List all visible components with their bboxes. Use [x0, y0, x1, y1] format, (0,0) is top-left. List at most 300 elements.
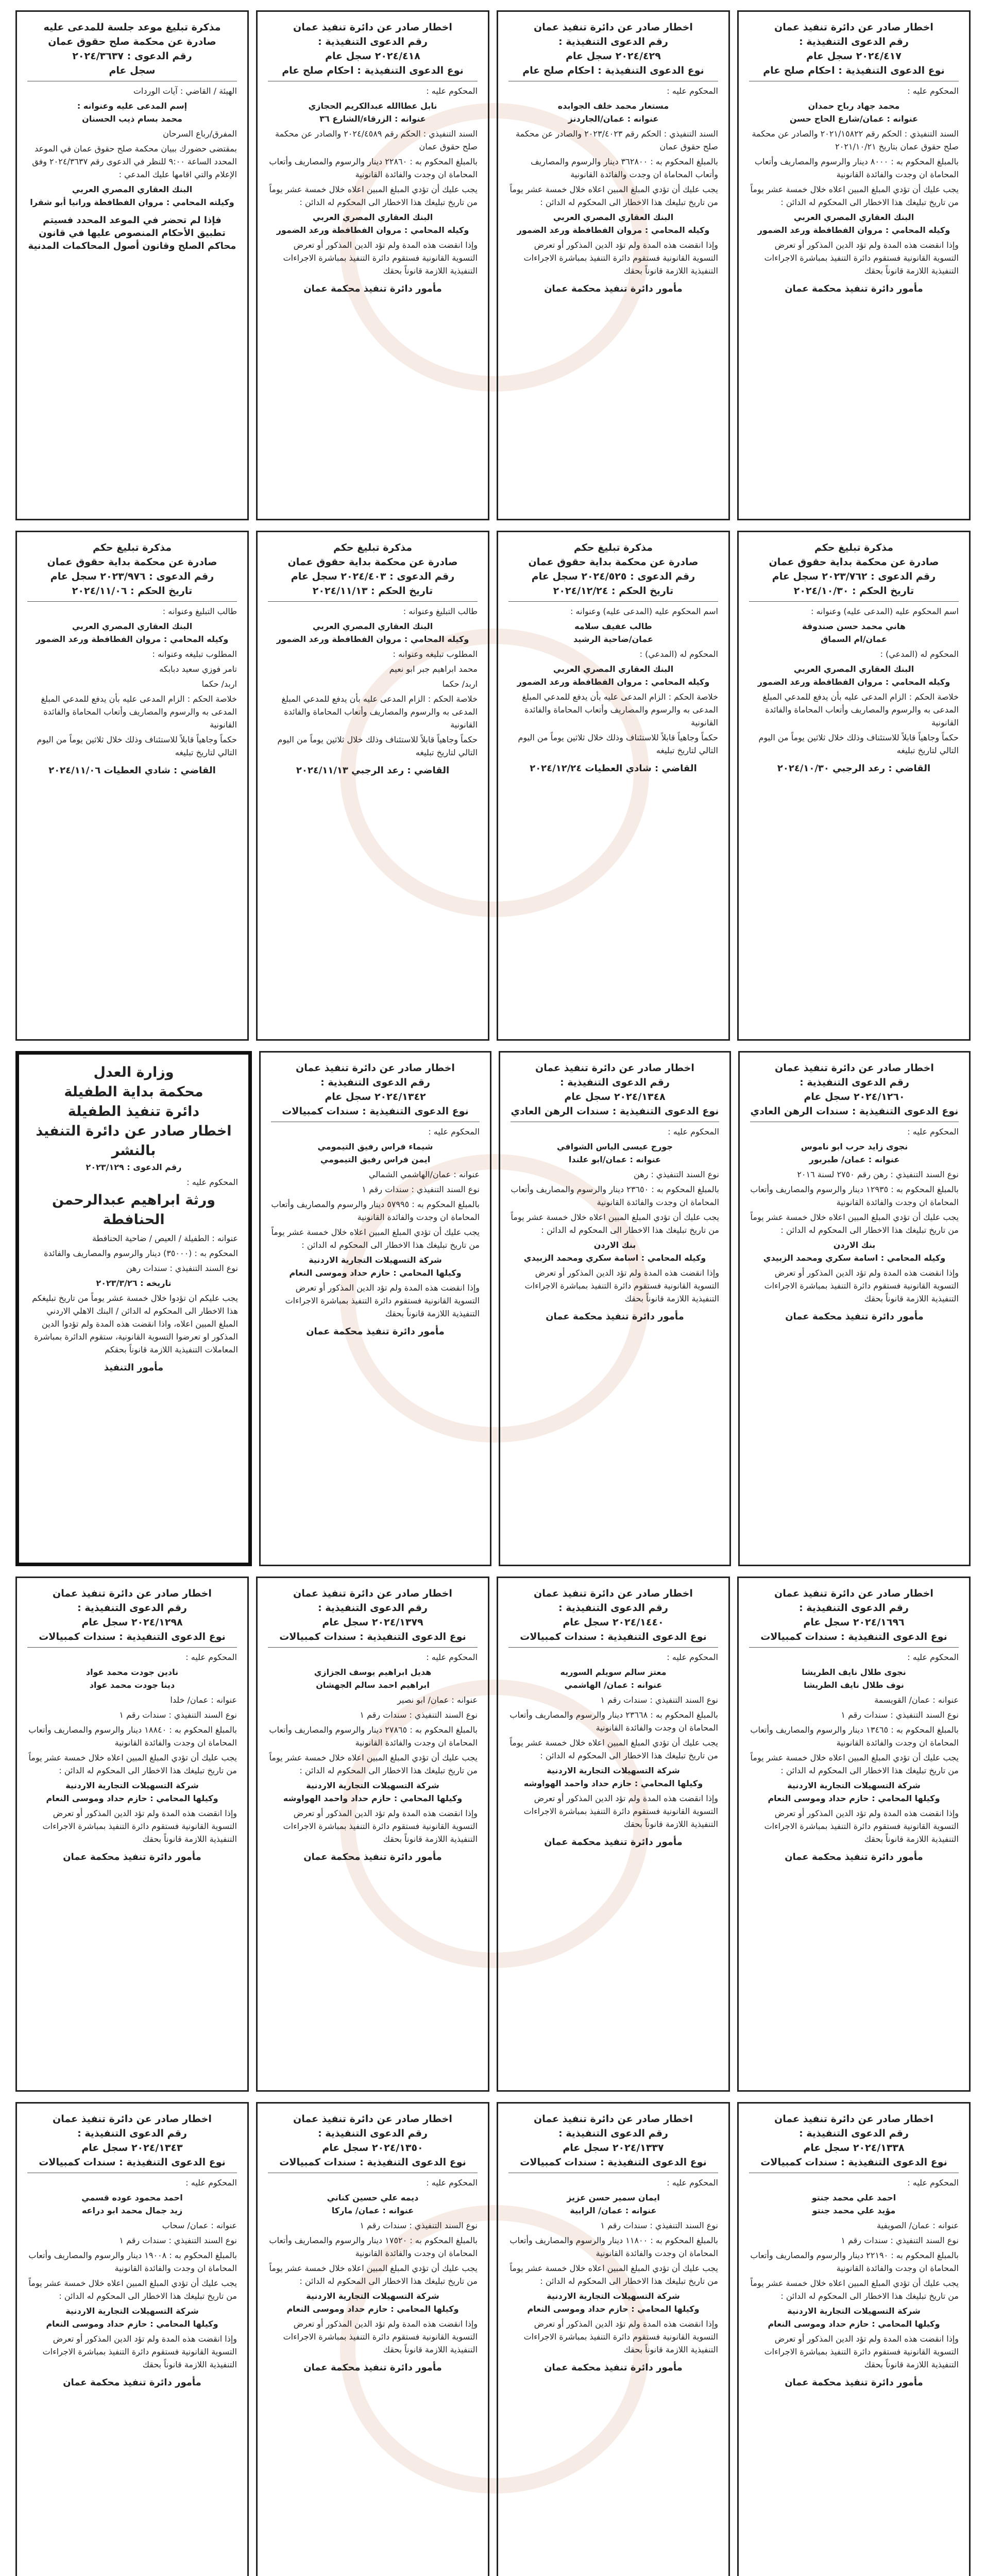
- notice-line: شركة التسهيلات التجارية الاردنية: [65, 1781, 199, 1790]
- notice-line: مأمور دائرة تنفيذ محكمة عمان: [303, 2362, 442, 2373]
- notice-line: بالمبلغ المحكوم به : ٨٠٠٠ دينار والرسوم والمصاريف وأتعاب المحاماة ان وجدت والفائدة القانونية: [754, 157, 959, 179]
- notice-line: تامر فوزي سعيد دبابكه: [159, 664, 237, 674]
- notice-line: اربد/ حكما: [442, 679, 478, 689]
- notice-line: عنوانه : الزرقاء/الشارع ٣٦: [319, 114, 426, 124]
- notice-line: وكيلها المحامي : حازم حداد وموسى النعام: [46, 2319, 218, 2329]
- notice-line: يجب عليك أن تؤدي المبلغ المبين اعلاه خلال خمسة عشر يوماً من تاريخ تبليغك هذا الاخطار الى المحكوم له الدائن :: [511, 1212, 719, 1235]
- notice-line: المحكوم عليه :: [907, 86, 959, 96]
- notice-line: حكماً وجاهياً قابلاً للاستئناف وذلك خلال ثلاثين يوماً من اليوم التالي لتاريخ تبليغه: [277, 735, 478, 757]
- notice-1-2: [497, 10, 730, 520]
- notice-heading: اخطار صادر عن دائرة تنفيذ عمان: [534, 2113, 693, 2125]
- notice-line: وإذا انقضت هذه المدة ولم تؤد الدين المذكور أو تعرض التسوية القانونية فستقوم دائرة التنفيذ بمباشرة الاجراءات التنفيذية اللازمة قانوناً بحقك: [285, 1283, 480, 1318]
- notice-line: نوع الدعوى التنفيذية : احكام صلح عام: [282, 65, 464, 76]
- notice-line: مأمور دائرة تنفيذ محكمة عمان: [546, 1311, 684, 1322]
- notice-line: عنوانه : عمان/ابو علندا: [568, 1155, 661, 1164]
- notice-line: عنوانه : عمان/ القويسمة: [874, 1695, 959, 1705]
- notice-line: نوع السند التنفيذي : سندات رقم ١: [841, 1710, 959, 1720]
- notice-line: نوع السند التنفيذي : سندات رقم ١: [119, 1710, 237, 1720]
- notice-line: مؤيد علي محمد جنتو: [812, 2206, 896, 2215]
- notice-3-3: [259, 1051, 491, 1566]
- notice-3-2: [499, 1051, 731, 1566]
- notice-line: نادين جودت محمد عواد: [86, 1667, 179, 1677]
- notice-line: خلاصة الحكم : الزام المدعى عليه بأن يدفع للمدعي المبلغ المدعى به والرسوم والمصاريف وأتعاب المحاماة والفائدة القانونية: [41, 694, 237, 730]
- notice-heading: اخطار صادر عن دائرة تنفيذ عمان: [774, 2113, 933, 2125]
- notice-line: ٢٠٢٤/١٦٩٦ سجل عام: [803, 1617, 905, 1628]
- notice-divider: [508, 601, 718, 602]
- notice-line: ايمن فراس رفيق التيمومي: [320, 1155, 431, 1164]
- notice-heading: مذكرة تبليغ حكم: [333, 542, 413, 553]
- notice-line: نوع الدعوى التنفيذية : احكام صلح عام: [763, 65, 945, 76]
- notice-line: يجب عليك أن تؤدي المبلغ المبين اعلاه خلال خمسة عشر يوماً من تاريخ تبليغك هذا الاخطار الى المحكوم له الدائن :: [271, 1227, 480, 1250]
- notice-line: نوع الدعوى التنفيذية : سندات كمبيالات: [520, 1631, 707, 1642]
- notice-line: رقم الدعوى التنفيذية :: [77, 1602, 187, 1614]
- notice-line: فإذا لم تحضر في الموعد المحدد فسيتم تطبيق الأحكام المنصوص عليها في قانون محاكم الصلح وقانون أصول المحاكمات المدنية: [28, 215, 236, 251]
- notice-line: السند التنفيذي : الحكم رقم ٢٠٢٣/٤٠٢٣ والصادر عن محكمة صلح حقوق عمان: [516, 129, 718, 151]
- notice-line: ٢٠٢٤/١٣٤٣ سجل عام: [81, 2142, 183, 2154]
- notice-line: يجب عليك أن تؤدي المبلغ المبين اعلاه خلال خمسة عشر يوماً من تاريخ تبليغك هذا الاخطار الى المحكوم له الدائن :: [750, 1212, 959, 1235]
- notice-line: شركة التسهيلات التجارية الاردنية: [787, 1781, 921, 1790]
- notice-line: بالمبلغ المحكوم به : ٥٧٩٩٥ دينار والرسوم والمصاريف وأتعاب المحاماة ان وجدت والفائدة القانونية: [271, 1199, 480, 1222]
- notice-line: ٢٠٢٤/١٣٥٠ سجل عام: [322, 2142, 423, 2154]
- notice-line: يجب عليك أن تؤدي المبلغ المبين اعلاه خلال خمسة عشر يوماً من تاريخ تبليغك هذا الاخطار الى المحكوم له الدائن :: [750, 184, 959, 207]
- notice-row-3: [15, 1051, 971, 1566]
- notice-line: شركة التسهيلات التجارية الاردنية: [306, 2291, 439, 2301]
- notice-divider: [268, 601, 478, 602]
- notice-line: وكيلها المحامي : حازم حداد واحمد الهواوشه: [283, 1793, 463, 1803]
- notice-line: نوع الدعوى التنفيذية : سندات كمبيالات: [760, 1631, 947, 1642]
- notice-row-1: [15, 10, 971, 520]
- notice-line: وإذا انقضت هذه المدة ولم تؤد الدين المذكور أو تعرض التسوية القانونية فستقوم دائرة التنفيذ بمباشرة الاجراءات التنفيذية اللازمة قانوناً بحقك: [283, 240, 478, 276]
- notice-line: ٢٠٢٤/١٣٤٨ سجل عام: [564, 1091, 666, 1103]
- notice-line: وكيله المحامي : مروان الفطافطة ورعد الضمور: [36, 634, 229, 644]
- notice-line: المحكوم عليه :: [668, 1127, 719, 1137]
- notice-line: عنوانه : عمان/شارع الحاج حسن: [789, 114, 919, 124]
- notice-line: نوع السند التنفيذي : سندات رقم ١: [360, 1710, 478, 1720]
- notice-3-1: [738, 1051, 971, 1566]
- notice-line: رقم الدعوى التنفيذية :: [77, 2128, 187, 2139]
- notice-line: بالمبلغ المحكوم به : ١٣٤٦٥ دينار والرسوم والمصاريف وأتعاب المحاماة ان وجدت والفائدة القانونية: [750, 1725, 959, 1748]
- notice-4-3: [256, 1577, 489, 2092]
- notice-line: بمقتضى حضورك ببيان محكمة صلح حقوق عمان في الموعد المحدد الساعة ٩:٠٠ للنظر في الدعوى رقم ٢٠٢٤/٣٦٣٧ وفق الإعلام والتي اقامها عليك المدعي :: [32, 144, 237, 179]
- notice-line: مأمور دائرة تنفيذ محكمة عمان: [544, 283, 683, 294]
- notice-line: محمد جهاد رباح حمدان: [808, 101, 900, 111]
- notice-divider: [268, 1647, 478, 1648]
- notice-line: بالمبلغ المحكوم به : ٢٢١٩٠ دينار والرسوم والمصاريف وأتعاب المحاماة ان وجدت والفائدة القانونية: [750, 2250, 959, 2273]
- notice-line: ورثة ابراهيم عبدالرحمن الحنافطة: [52, 1192, 216, 1228]
- notice-5-2: [497, 2102, 730, 2576]
- notice-line: ٢٠٢٤/١٢٦٠ سجل عام: [804, 1091, 905, 1103]
- notice-line: شركة التسهيلات التجارية الاردنية: [306, 1781, 439, 1790]
- notice-line: إسم المدعى عليه وعنوانه :: [77, 101, 188, 111]
- notice-line: حكماً وجاهياً قابلاً للاستئناف وذلك خلال ثلاثين يوماً من اليوم التالي لتاريخ تبليغه: [518, 733, 718, 755]
- notice-line: وكيله المحامي : مروان الفطافطة ورعد الضمور: [757, 677, 950, 687]
- notice-2-4: [15, 531, 249, 1041]
- notice-heading: اخطار صادر عن دائرة تنفيذ عمان: [293, 2113, 452, 2125]
- notice-line: بالمبلغ المحكوم به : ١٢٩٣٥ دينار والرسوم والمصاريف وأتعاب المحاماة ان وجدت والفائدة القانونية: [750, 1184, 959, 1207]
- notice-line: شركة التسهيلات التجارية الاردنية: [787, 2306, 921, 2316]
- notice-line: البنك العقاري المصري العربي: [72, 621, 193, 631]
- notice-line: نوع السند التنفيذي : رهن رقم ٢٧٥٠ لسنة ٢٠١٦: [797, 1170, 959, 1179]
- notice-line: البنك العقاري المصري العربي: [553, 664, 674, 674]
- notice-line: المطلوب تبليغه وعنوانه :: [152, 649, 237, 659]
- notice-line: يجب عليك أن تؤدي المبلغ المبين اعلاه خلال خمسة عشر يوماً من تاريخ تبليغك هذا الاخطار الى المحكوم له الدائن :: [28, 2278, 237, 2301]
- notice-line: نوع السند التنفيذي : سندات رقم ١: [841, 2235, 959, 2245]
- notice-line: نجوى زايد حرب ابو ناموس: [801, 1142, 908, 1151]
- notice-line: وإذا انقضت هذه المدة ولم تؤد الدين المذكور أو تعرض التسوية القانونية فستقوم دائرة التنفيذ بمباشرة الاجراءات التنفيذية اللازمة قانوناً بحقك: [524, 1268, 719, 1303]
- notice-line: وكيلها المحامي : حازم حداد وموسى النعام: [286, 2304, 459, 2314]
- notice-line: تاريخه : ٢٠٢٣/٣/٢٦: [96, 1278, 172, 1288]
- notice-line: مأمور دائرة تنفيذ محكمة عمان: [785, 283, 923, 294]
- notice-line: المحكوم عليه :: [185, 1652, 237, 1662]
- notice-line: وكيله المحامي : مروان الفطافطة ورعد الضمور: [517, 677, 710, 687]
- notice-line: رقم الدعوى : ٢٠٢٣/١٢٩: [86, 1162, 182, 1172]
- notice-row-2: [15, 531, 971, 1041]
- notice-line: بالمبلغ المحكوم به : ٢٧٨٦٥ دينار والرسوم والمصاريف وأتعاب المحاماة ان وجدت والفائدة القانونية: [269, 1725, 478, 1748]
- notice-line: بالمبلغ المحكوم به : ١٩٠٠٨ دينار والرسوم والمصاريف وأتعاب المحاماة ان وجدت والفائدة القانونية: [28, 2250, 237, 2273]
- notice-1-4: [15, 10, 249, 520]
- notice-divider: [27, 1647, 237, 1648]
- notice-line: نوع الدعوى التنفيذية : سندات كمبيالات: [39, 1631, 226, 1642]
- notice-line: نوع الدعوى التنفيذية : سندات كمبيالات: [760, 2157, 947, 2168]
- notice-line: وكيلها المحامي : حازم حداد وموسى النعام: [289, 1268, 462, 1278]
- notice-line: رقم الدعوى التنفيذية :: [799, 2128, 909, 2139]
- notice-line: عنوانه : عمان/ الصويفية: [877, 2221, 959, 2230]
- notice-line: احمد علي محمد جنتو: [811, 2193, 896, 2202]
- notice-line: ٢٠٢٤/٤١٨ سجل عام: [325, 50, 420, 62]
- notice-line: وكيلها المحامي : حازم حداد وموسى النعام: [46, 1793, 218, 1803]
- notice-line: مأمور دائرة تنفيذ محكمة عمان: [306, 1326, 445, 1337]
- notice-line: محمد بسام ذيب الحسنان: [82, 114, 182, 124]
- notice-line: ٢٠٢٤/٤٢٩ سجل عام: [566, 50, 661, 62]
- notice-divider: [508, 1647, 718, 1648]
- notice-line: مأمور دائرة تنفيذ محكمة عمان: [785, 1311, 924, 1322]
- notice-line: رقم الدعوى التنفيذية :: [558, 36, 668, 47]
- notice-line: تاريخ الحكم : ٢٠٢٤/١١/١٣: [312, 585, 433, 597]
- notice-line: نابل عطاالله عبدالكريم الحجازي: [308, 101, 437, 111]
- notice-line: وكيلها المحامي : حازم حداد وموسى النعام: [768, 2319, 940, 2329]
- notice-line: البنك العقاري المصري العربي: [793, 212, 914, 222]
- notice-line: نوع السند التنفيذي : رهن: [634, 1170, 719, 1179]
- notice-line: وكيله المحامي : اسامة سكري ومحمد الزبيدي: [763, 1253, 946, 1263]
- notice-line: بالمبلغ المحكوم به : ٢٢٨٦٠ دينار والرسوم والمصاريف وأتعاب المحاماة ان وجدت والفائدة القانونية: [269, 157, 478, 179]
- notice-line: القاضي : رعد الرجبي ٢٠٢٤/١٠/٣٠: [777, 763, 931, 774]
- notice-heading: اخطار صادر عن دائرة تنفيذ عمان: [535, 1062, 694, 1074]
- notice-line: رقم الدعوى التنفيذية :: [320, 1077, 430, 1088]
- notice-line: وإذا انقضت هذه المدة ولم تؤد الدين المذكور أو تعرض التسوية القانونية فستقوم دائرة التنفيذ بمباشرة الاجراءات التنفيذية اللازمة قانوناً بحقك: [523, 1793, 718, 1829]
- notice-line: نوف طلال نايف الطريشا: [804, 1680, 904, 1690]
- notice-line: يجب عليك أن تؤدي المبلغ المبين اعلاه خلال خمسة عشر يوماً من تاريخ تبليغك هذا الاخطار الى المحكوم له الدائن :: [269, 2263, 478, 2286]
- notice-line: المحكوم له (المدعي) :: [880, 649, 959, 659]
- notice-line: وكيلها المحامي : حازم حداد واحمد الهواوشه: [523, 1778, 703, 1788]
- notice-line: عنوانه : عمان/ الرابية: [570, 2206, 657, 2215]
- notice-line: وكيلته المحامي : مروان الفطافطة ورانيا أبو شقرا: [30, 197, 234, 207]
- notice-line: رقم الدعوى : ٢٠٢٤/٥٢٥ سجل عام: [531, 571, 695, 582]
- notice-line: مأمور دائرة تنفيذ محكمة عمان: [63, 1852, 201, 1862]
- notice-line: يجب عليك أن تؤدي المبلغ المبين اعلاه خلال خمسة عشر يوماً من تاريخ تبليغك هذا الاخطار الى المحكوم له الدائن :: [269, 184, 478, 207]
- notice-line: رقم الدعوى التنفيذية :: [799, 1602, 909, 1614]
- notice-line: عنوانه : عمان/ ماركا: [331, 2206, 414, 2215]
- notice-line: صادرة عن محكمة بداية حقوق عمان: [287, 556, 458, 568]
- notice-line: يجب عليك أن تؤدي المبلغ المبين اعلاه خلال خمسة عشر يوماً من تاريخ تبليغك هذا الاخطار الى المحكوم له الدائن :: [509, 2263, 718, 2286]
- notice-line: هاني محمد حسن صندوقة: [802, 621, 906, 631]
- notice-line: اسم المحكوم عليه (المدعى عليه) وعنوانه :: [570, 606, 718, 616]
- notice-line: ٢٠٢٤/١٣٤٢ سجل عام: [325, 1091, 426, 1103]
- notice-line: مأمور دائرة تنفيذ محكمة عمان: [63, 2377, 201, 2388]
- notice-line: رقم الدعوى التنفيذية :: [558, 1602, 668, 1614]
- notice-line: بالمبلغ المحكوم به : ١٨٨٤٠ دينار والرسوم والمصاريف وأتعاب المحاماة ان وجدت والفائدة القانونية: [28, 1725, 237, 1748]
- notice-line: ابراهيم احمد سالم الجهشان: [316, 1680, 430, 1690]
- notice-4-4: [15, 1577, 249, 2092]
- notice-line: صادرة عن محكمة بداية حقوق عمان: [528, 556, 699, 568]
- notice-heading: مذكرة تبليغ حكم: [92, 542, 172, 553]
- notice-line: عنوانه : عمان/ سحاب: [162, 2221, 237, 2230]
- notice-heading: اخطار صادر عن دائرة تنفيذ عمان: [775, 1062, 934, 1074]
- notice-line: ايمان سمير حسن عزيز: [567, 2193, 660, 2202]
- notice-heading: اخطار صادر عن دائرة تنفيذ عمان: [53, 1588, 212, 1599]
- notice-line: السند التنفيذي : الحكم رقم ٢٠٢٤/٤٥٨٩ والصادر عن محكمة صلح حقوق عمان: [275, 129, 478, 151]
- notice-row-5: [15, 2102, 971, 2576]
- notice-line: شركة التسهيلات التجارية الاردنية: [309, 1255, 442, 1265]
- notice-line: حكماً وجاهياً قابلاً للاستئناف وذلك خلال ثلاثين يوماً من اليوم التالي لتاريخ تبليغه: [37, 735, 237, 757]
- notice-line: وإذا انقضت هذه المدة ولم تؤد الدين المذكور أو تعرض التسوية القانونية فستقوم دائرة التنفيذ بمباشرة الاجراءات التنفيذية اللازمة قانوناً بحقك: [42, 1808, 237, 1844]
- notice-line: وكيله المحامي : مروان الفطافطة ورعد الضمور: [517, 225, 710, 235]
- notice-4-2: [497, 1577, 730, 2092]
- notice-line: وإذا انقضت هذه المدة ولم تؤد الدين المذكور أو تعرض التسوية القانونية فستقوم دائرة التنفيذ بمباشرة الاجراءات التنفيذية اللازمة قانوناً بحقك: [523, 240, 718, 276]
- notice-line: وإذا انقضت هذه المدة ولم تؤد الدين المذكور أو تعرض التسوية القانونية فستقوم دائرة التنفيذ بمباشرة الاجراءات التنفيذية اللازمة قانوناً بحقك: [764, 2334, 959, 2369]
- notice-line: شركة التسهيلات التجارية الاردنية: [547, 1766, 680, 1775]
- notice-heading: اخطار صادر عن دائرة تنفيذ عمان: [53, 2113, 212, 2125]
- notice-line: المحكوم عليه :: [426, 1652, 478, 1662]
- notice-line: وكيلها المحامي : حازم حداد وموسى النعام: [768, 1793, 940, 1803]
- notice-line: المحكوم عليه :: [667, 1652, 718, 1662]
- notice-line: مأمور دائرة تنفيذ محكمة عمان: [303, 1852, 442, 1862]
- notice-line: المحكوم عليه :: [667, 2178, 718, 2188]
- notice-line: القاضي : شادي العطيات ٢٠٢٤/١٢/٢٤: [530, 763, 697, 774]
- notice-line: عنوانه : عمان/ الهاشمي: [564, 1680, 662, 1690]
- notice-line: البنك العقاري المصري العربي: [312, 212, 433, 222]
- notice-line: يجب عليك أن تؤدي المبلغ المبين اعلاه خلال خمسة عشر يوماً من تاريخ تبليغك هذا الاخطار الى المحكوم له الدائن :: [269, 1753, 478, 1775]
- notice-heading: اخطار صادر عن دائرة تنفيذ عمان: [296, 1062, 455, 1074]
- notice-line: وإذا انقضت هذه المدة ولم تؤد الدين المذكور أو تعرض التسوية القانونية فستقوم دائرة التنفيذ بمباشرة الاجراءات التنفيذية اللازمة قانوناً بحقك: [42, 2334, 237, 2369]
- notice-line: بنك الاردن: [833, 1240, 876, 1250]
- notice-line: المحكوم عليه :: [426, 2178, 478, 2188]
- notice-line: رقم الدعوى : ٢٠٢٣/٩٧٦ سجل عام: [50, 571, 214, 582]
- notice-line: رقم الدعوى : ٢٠٢٤/٣٦٣٧: [72, 50, 192, 62]
- notice-line: نوع الدعوى التنفيذية : سندات الرهن العادي: [750, 1106, 959, 1117]
- notice-line: يجب عليك أن تؤدي المبلغ المبين اعلاه خلال خمسة عشر يوماً من تاريخ تبليغك هذا الاخطار الى المحكوم له الدائن :: [750, 1753, 959, 1775]
- notice-line: ٢٠٢٤/١٤٤٠ سجل عام: [563, 1617, 664, 1628]
- notice-line: ٢٠٢٤/١٣٣٨ سجل عام: [803, 2142, 905, 2154]
- notice-line: المحكوم عليه :: [907, 1127, 959, 1137]
- notice-row-4: [15, 1577, 971, 2092]
- notice-line: نجوى طلال نايف الطريشا: [802, 1667, 906, 1677]
- notice-5-3: [256, 2102, 489, 2576]
- notice-line: جورج عيسى الياس الشوافي: [556, 1142, 673, 1151]
- notice-line: حكماً وجاهياً قابلاً للاستئناف وذلك خلال ثلاثين يوماً من اليوم التالي لتاريخ تبليغه: [758, 733, 959, 755]
- notice-line: ٢٠٢٤/٤١٧ سجل عام: [806, 50, 902, 62]
- notice-line: مأمور التنفيذ: [104, 1362, 164, 1373]
- notice-heading: وزارة العدل: [93, 1064, 174, 1080]
- notice-line: يجب عليك أن تؤدي المبلغ المبين اعلاه خلال خمسة عشر يوماً من تاريخ تبليغك هذا الاخطار الى المحكوم له الدائن :: [28, 1753, 237, 1775]
- notice-line: القاضي : رعد الرجبي ٢٠٢٤/١١/١٣: [296, 765, 450, 776]
- notice-heading: اخطار صادر عن دائرة تنفيذ عمان: [534, 22, 693, 33]
- notice-line: تاريخ الحكم : ٢٠٢٤/١٠/٣٠: [793, 585, 914, 597]
- notice-line: المحكوم عليه :: [907, 1652, 959, 1662]
- notice-line: خلاصة الحكم : الزام المدعى عليه بأن يدفع للمدعي المبلغ المدعى به والرسوم والمصاريف وأتعاب المحاماة والفائدة القانونية: [762, 692, 959, 727]
- notice-line: طالب التبليغ وعنوانه :: [403, 606, 478, 616]
- notice-line: عنوانه : عمان/ خلدا: [170, 1695, 237, 1705]
- notice-2-3: [256, 531, 489, 1041]
- notice-line: تاريخ الحكم : ٢٠٢٤/١٢/٢٤: [553, 585, 674, 597]
- notice-line: وإذا انقضت هذه المدة ولم تؤد الدين المذكور أو تعرض التسوية القانونية فستقوم دائرة التنفيذ بمباشرة الاجراءات التنفيذية اللازمة قانوناً بحقك: [523, 2319, 718, 2354]
- notice-heading: مذكرة تبليغ حكم: [814, 542, 894, 553]
- notice-line: اسم المحكوم عليه (المدعى عليه) وعنوانه :: [811, 606, 959, 616]
- notice-line: نوع الدعوى التنفيذية : سندات كمبيالات: [279, 1631, 466, 1642]
- notice-line: رقم الدعوى التنفيذية :: [799, 36, 909, 47]
- notice-line: المحكوم عليه :: [907, 2178, 959, 2188]
- notice-2-2: [497, 531, 730, 1041]
- notice-line: مأمور دائرة تنفيذ محكمة عمان: [544, 1837, 683, 1848]
- notice-line: رقم الدعوى التنفيذية :: [318, 2128, 428, 2139]
- notice-line: المحكوم عليه :: [667, 86, 718, 96]
- notice-line: يجب عليك أن تؤدي المبلغ المبين اعلاه خلال خمسة عشر يوماً من تاريخ تبليغك هذا الاخطار الى المحكوم له الدائن :: [750, 2278, 959, 2301]
- notice-line: المفرق/رباع السرحان: [163, 129, 237, 139]
- notice-4-1: [737, 1577, 971, 2092]
- notice-line: شيماء فراس رفيق التيمومي: [317, 1142, 433, 1151]
- notice-line: المحكوم له (المدعي) :: [639, 649, 718, 659]
- notice-line: نوع السند التنفيذي : سندات رقم ١: [362, 1184, 480, 1194]
- notice-line: محمد ابراهيم جبر ابو نعيم: [389, 664, 478, 674]
- notice-line: نوع السند التنفيذي : سندات رقم ١: [600, 1695, 718, 1705]
- notice-line: وكيله المحامي : مروان الفطافطة ورعد الضمور: [757, 225, 950, 235]
- notice-line: طالب التبليغ وعنوانه :: [162, 606, 237, 616]
- notice-line: رقم الدعوى : ٢٠٢٤/٤٠٣ سجل عام: [291, 571, 455, 582]
- notice-line: رقم الدعوى التنفيذية :: [558, 2128, 668, 2139]
- notice-line: تاريخ الحكم : ٢٠٢٤/١١/٠٦: [72, 585, 193, 597]
- notice-line: عمان/ضاحية الرشيد: [573, 634, 653, 644]
- notice-line: ٢٠٢٤/١٣٣٧ سجل عام: [563, 2142, 664, 2154]
- notice-line: الهيئة / القاضي : آيات الوردات: [133, 86, 237, 96]
- notice-line: وكيله المحامي : اسامة سكري ومحمد الزبيدي: [523, 1253, 706, 1263]
- notice-line: رقم الدعوى التنفيذية :: [318, 1602, 428, 1614]
- notice-divider: [749, 1647, 959, 1648]
- notice-line: المطلوب تبليغه وعنوانه :: [393, 649, 478, 659]
- notice-line: نوع الدعوى التنفيذية : سندات كمبيالات: [520, 2157, 707, 2168]
- notice-line: نوع الدعوى التنفيذية : سندات كمبيالات: [282, 1106, 469, 1117]
- notice-line: زيد جمال محمد ابو دراعه: [81, 2206, 183, 2215]
- notice-heading: اخطار صادر عن دائرة تنفيذ عمان: [534, 1588, 693, 1599]
- notice-line: نوع الدعوى التنفيذية : سندات كمبيالات: [279, 2157, 466, 2168]
- notice-line: يجب عليك أن تؤدي المبلغ المبين اعلاه خلال خمسة عشر يوماً من تاريخ تبليغك هذا الاخطار الى المحكوم له الدائن :: [509, 184, 718, 207]
- notice-line: بنك الاردن: [593, 1240, 636, 1250]
- notice-line: المحكوم عليه :: [428, 1127, 480, 1137]
- notice-line: وإذا انقضت هذه المدة ولم تؤد الدين المذكور أو تعرض التسوية القانونية فستقوم دائرة التنفيذ بمباشرة الاجراءات التنفيذية اللازمة قانوناً بحقك: [764, 1808, 959, 1844]
- notice-line: عنوانه : عمان/ ابو نصير: [397, 1695, 478, 1705]
- notice-line: ديمه علي حسين كناني: [327, 2193, 419, 2202]
- notice-line: نوع السند التنفيذي : سندات رقم ١: [119, 2235, 237, 2245]
- notice-line: رقم الدعوى : ٢٠٢٣/٧٦٢ سجل عام: [772, 571, 936, 582]
- notice-3-4: [15, 1051, 252, 1566]
- notice-line: نوع السند التنفيذي : سندات رقم ١: [360, 2221, 478, 2230]
- notice-line: ٢٠٢٤/١٢٩٨ سجل عام: [81, 1617, 183, 1628]
- notice-line: بالمبلغ المحكوم به : ١٧٥٢٠ دينار والرسوم والمصاريف وأتعاب المحاماة ان وجدت والفائدة القانونية: [269, 2235, 478, 2258]
- notice-line: نوع السند التنفيذي : سندات رهن: [126, 1263, 238, 1273]
- notice-line: خلاصة الحكم : الزام المدعى عليه بأن يدفع للمدعي المبلغ المدعى به والرسوم والمصاريف وأتعاب المحاماة والفائدة القانونية: [281, 694, 478, 730]
- notice-line: بالمبلغ المحكوم به : ٢٣٦٦٨ دينار والرسوم والمصاريف وأتعاب المحاماة ان وجدت والفائدة القانونية: [509, 1710, 718, 1733]
- notice-line: القاضي : شادي العطيات ٢٠٢٤/١١/٠٦: [48, 765, 216, 776]
- notice-line: صادرة عن محكمة صلح حقوق عمان: [48, 36, 216, 47]
- notice-line: صادرة عن محكمة بداية حقوق عمان: [769, 556, 939, 568]
- notice-line: عنوانه : عمان/الهاشمي الشمالي: [368, 1170, 480, 1179]
- notice-5-4: [15, 2102, 249, 2576]
- notice-line: وإذا انقضت هذه المدة ولم تؤد الدين المذكور أو تعرض التسوية القانونية فستقوم دائرة التنفيذ بمباشرة الاجراءات التنفيذية اللازمة قانوناً بحقك: [764, 240, 959, 276]
- notice-2-1: [737, 531, 971, 1041]
- notice-line: وكيله المحامي : مروان الفطافطة ورعد الضمور: [276, 225, 469, 235]
- notice-line: دينا جودت محمد عواد: [89, 1680, 175, 1690]
- notice-line: احمد محمود عوده قسمي: [81, 2193, 183, 2202]
- notice-line: دائرة تنفيذ الطفيلة: [67, 1104, 200, 1120]
- notice-line: بالمبلغ المحكوم به : ٢٣٦٥٠ دينار والرسوم والمصاريف وأتعاب المحاماة ان وجدت والفائدة القانونية: [511, 1184, 719, 1207]
- notice-line: عنوانه : الطفيلة / العيص / ضاحية الحنافطة: [92, 1233, 238, 1243]
- notice-line: رقم الدعوى التنفيذية :: [318, 36, 428, 47]
- notice-line: نوع الدعوى التنفيذية : احكام صلح عام: [522, 65, 704, 76]
- notice-line: البنك العقاري المصري العربي: [312, 621, 433, 631]
- notice-line: البنك العقاري المصري العربي: [553, 212, 674, 222]
- notice-line: سجل عام: [109, 65, 156, 76]
- notice-line: البنك العقاري المصري العربي: [793, 664, 914, 674]
- notice-line: رقم الدعوى التنفيذية :: [800, 1077, 909, 1088]
- notice-line: وإذا انقضت هذه المدة ولم تؤد الدين المذكور أو تعرض التسوية القانونية فستقوم دائرة التنفيذ بمباشرة الاجراءات التنفيذية اللازمة قانوناً بحقك: [283, 2319, 478, 2354]
- notice-line: مأمور دائرة تنفيذ محكمة عمان: [785, 1852, 923, 1862]
- notice-heading: مذكرة تبليغ موعد جلسة للمدعى عليه: [43, 22, 221, 33]
- notice-line: مستعار محمد خلف الجوابده: [557, 101, 669, 111]
- notice-line: معتز سالم سويلم السوريه: [560, 1667, 667, 1677]
- notice-line: نوع الدعوى التنفيذية : سندات كمبيالات: [39, 2157, 226, 2168]
- notice-line: وكيلها المحامي : حازم حداد وموسى النعام: [527, 2304, 700, 2314]
- notice-line: عنوانه : عمان/ طبربور: [809, 1155, 900, 1164]
- notice-line: السند التنفيذي : الحكم رقم ٢٠٢١/١٥٨٢٢ والصادر عن محكمة صلح حقوق عمان بتاريخ ٢٠٢١/١٠/٢١: [752, 129, 959, 151]
- notice-line: مأمور دائرة تنفيذ محكمة عمان: [544, 2362, 683, 2373]
- notice-line: خلاصة الحكم : الزام المدعى عليه بأن يدفع للمدعي المبلغ المدعى به والرسوم والمصاريف وأتعاب المحاماة والفائدة القانونية: [522, 692, 718, 727]
- notice-line: يجب عليكم ان تؤدوا خلال خمسة عشر يوماً من تاريخ تبليغكم هذا الاخطار الى المحكوم له الدائن / البنك الاهلي الاردني المبلغ المبين اعلاه، واذا انقضت هذه المدة ولم تؤدوا الدين المذكور او تعرضوا التسوية القانونية، ستقوم الدائرة بمباشرة المعاملات التنفيذية اللازمة قانوناً بحقكم: [32, 1293, 238, 1354]
- notice-line: المحكوم عليه :: [426, 86, 478, 96]
- notice-line: وإذا انقضت هذه المدة ولم تؤد الدين المذكور أو تعرض التسوية القانونية فستقوم دائرة التنفيذ بمباشرة الاجراءات التنفيذية اللازمة قانوناً بحقك: [283, 1808, 478, 1844]
- notice-heading: اخطار صادر عن دائرة تنفيذ عمان: [293, 1588, 452, 1599]
- notice-1-1: [737, 10, 971, 520]
- notice-line: يجب عليك أن تؤدي المبلغ المبين اعلاه خلال خمسة عشر يوماً من تاريخ تبليغك هذا الاخطار الى المحكوم له الدائن :: [509, 1738, 718, 1760]
- notice-line: المحكوم عليه :: [185, 2178, 237, 2188]
- notice-line: طالب عفيف سلامه: [574, 621, 652, 631]
- notice-line: ٢٠٢٤/١٣٧٩ سجل عام: [322, 1617, 423, 1628]
- notice-line: صادرة عن محكمة بداية حقوق عمان: [47, 556, 217, 568]
- notice-line: المحكوم عليه :: [186, 1177, 238, 1187]
- notice-heading: اخطار صادر عن دائرة تنفيذ عمان: [774, 1588, 933, 1599]
- notice-line: نوع السند التنفيذي : سندات رقم ١: [600, 2221, 718, 2230]
- notice-heading: مذكرة تبليغ حكم: [573, 542, 653, 553]
- notice-line: وكيله المحامي : مروان الفطافطة ورعد الضمور: [276, 634, 469, 644]
- notice-divider: [27, 601, 237, 602]
- notice-line: مأمور دائرة تنفيذ محكمة عمان: [303, 283, 442, 294]
- notice-line: اربد/ حكما: [201, 679, 237, 689]
- notice-heading: اخطار صادر عن دائرة تنفيذ عمان: [774, 22, 933, 33]
- notice-1-3: [256, 10, 489, 520]
- notice-line: بالمبلغ المحكوم به : ٣٦٢٨٠٠ دينار والرسوم والمصاريف وأتعاب المحاماة ان وجدت والفائدة القانونية: [531, 157, 718, 179]
- notice-line: البنك العقاري المصري العربي: [72, 184, 193, 194]
- notice-heading: اخطار صادر عن دائرة تنفيذ عمان: [293, 22, 452, 33]
- notice-line: نوع الدعوى التنفيذية : سندات الرهن العادي: [511, 1106, 719, 1117]
- notice-line: هديل ابراهيم يوسف الجزازي: [314, 1667, 432, 1677]
- notice-5-1: [737, 2102, 971, 2576]
